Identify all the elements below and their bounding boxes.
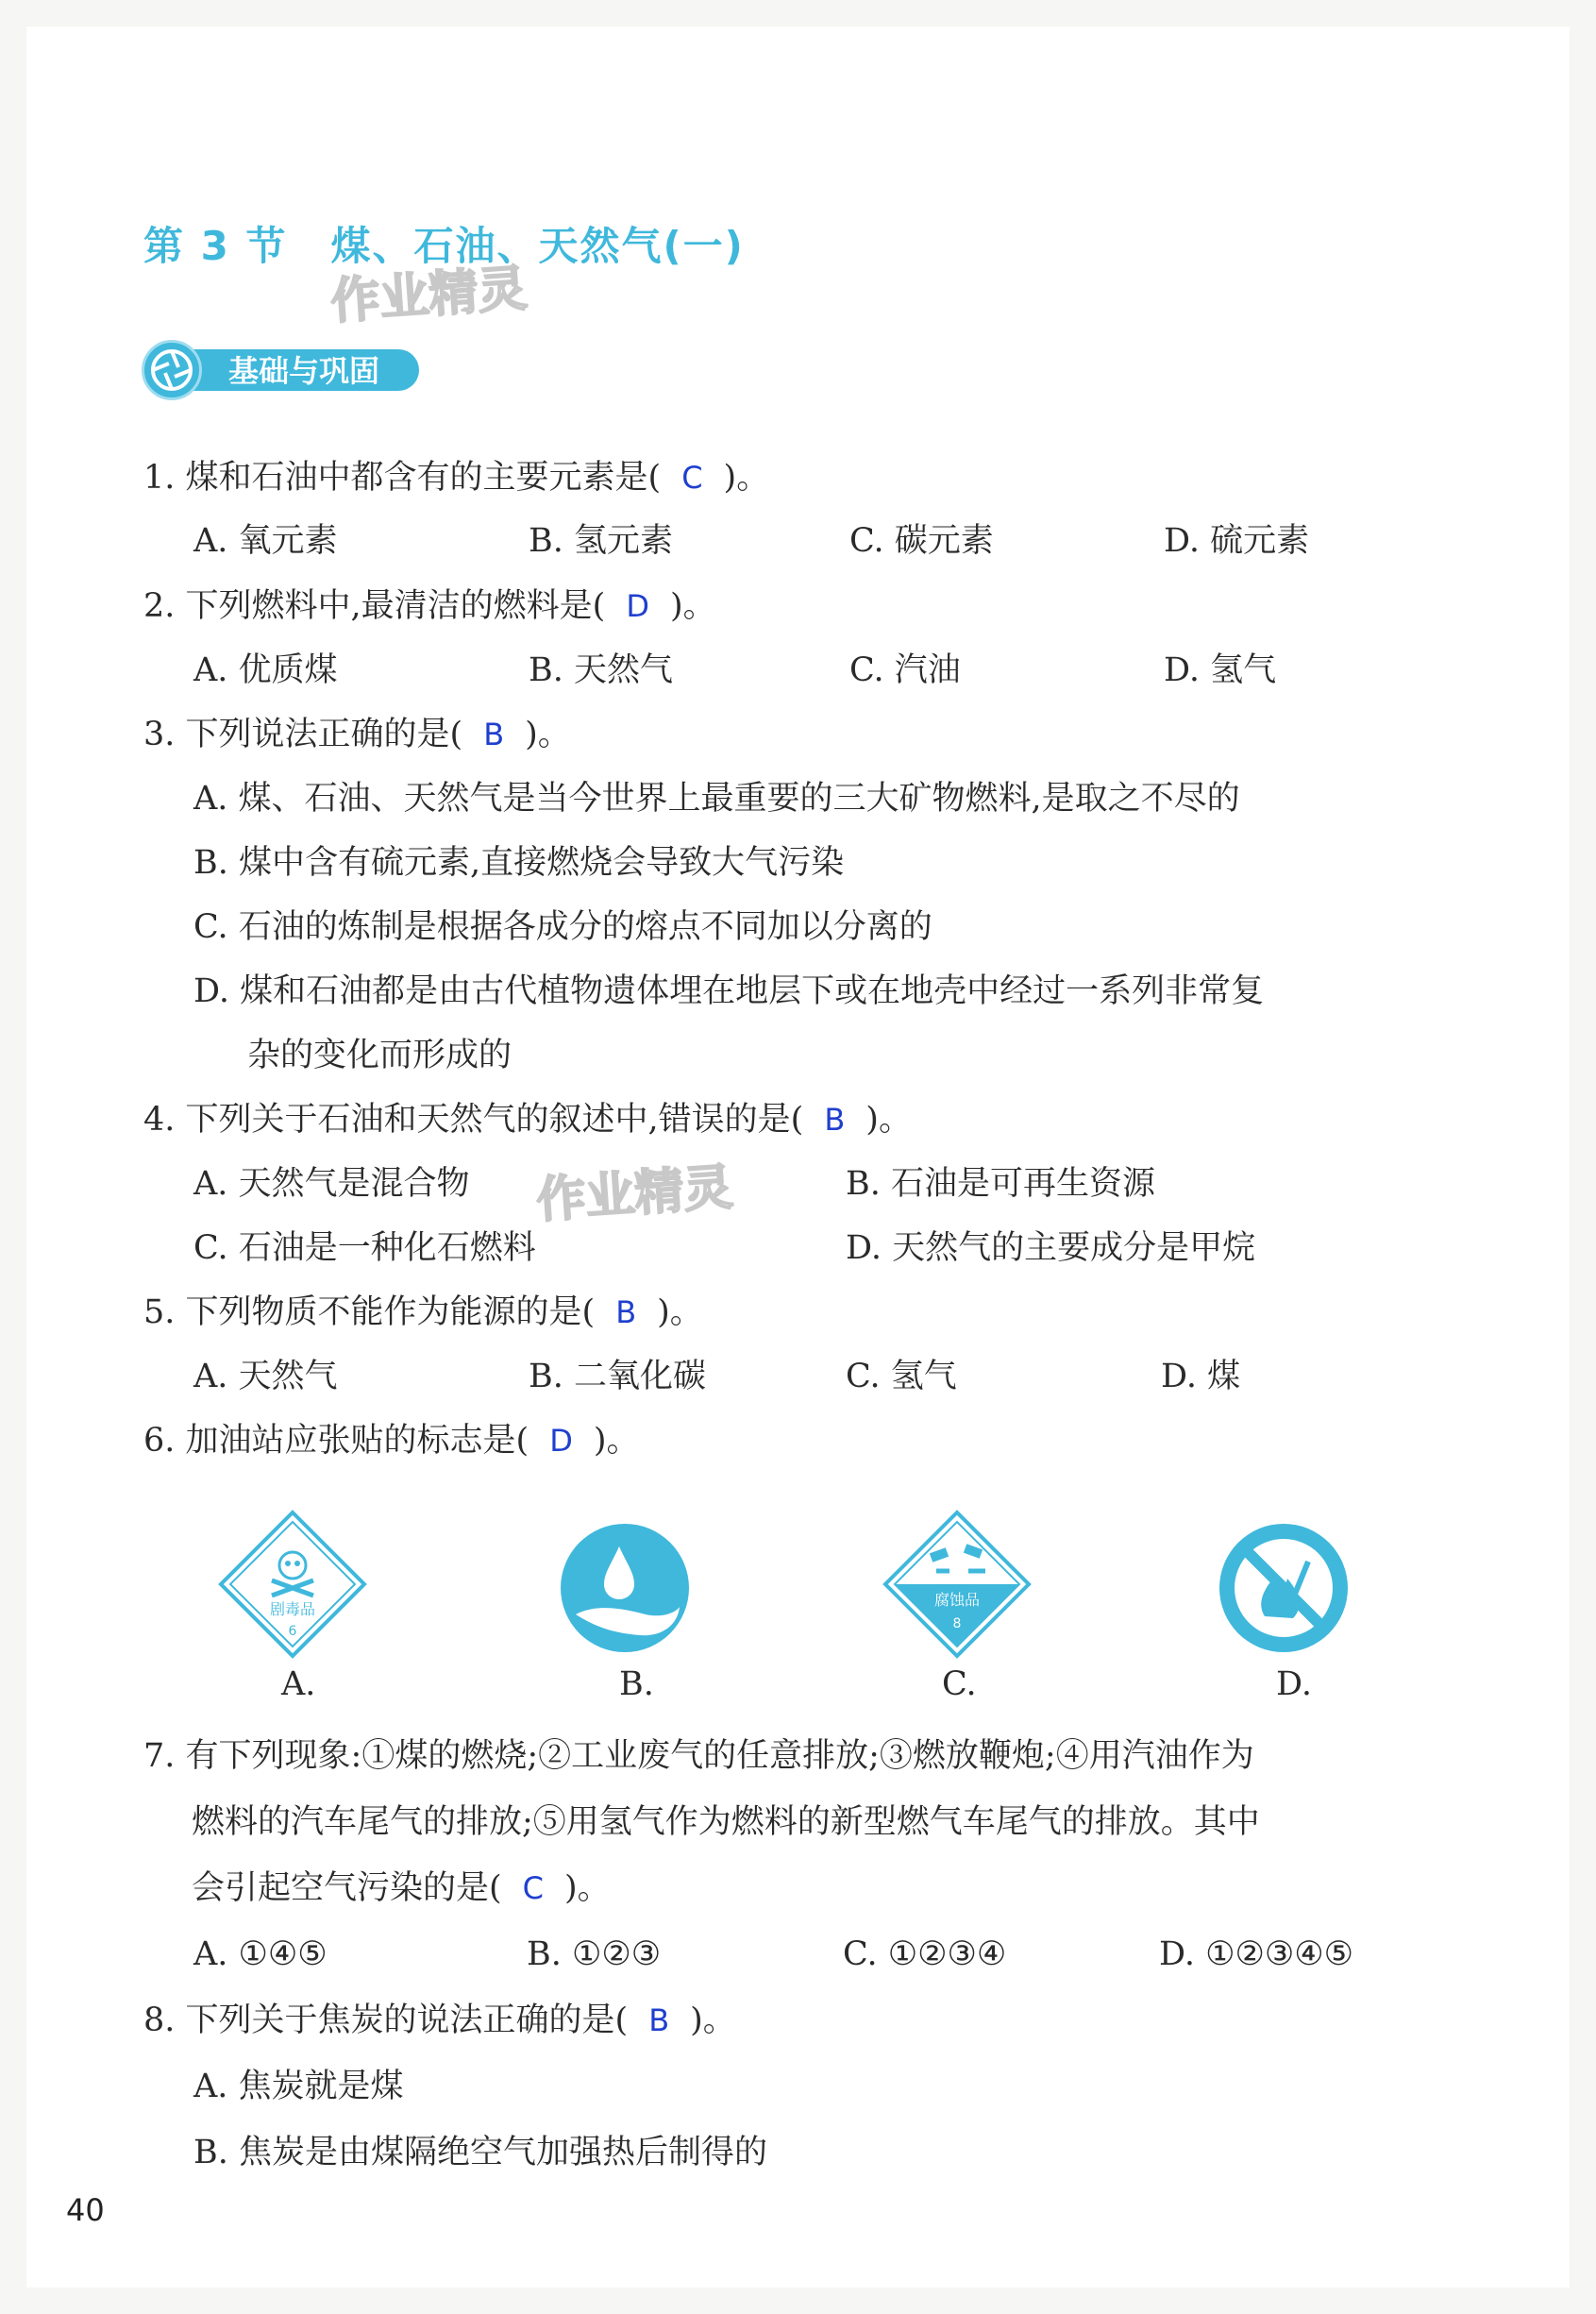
sign-option-label: B. bbox=[619, 1665, 654, 1703]
sign-label: 剧毒品 bbox=[269, 1600, 316, 1618]
option: B. 石油是可再生资源 bbox=[846, 1165, 1155, 1203]
option: A. 煤、石油、天然气是当今世界上最重要的三大矿物燃料,是取之不尽的 bbox=[193, 780, 1240, 818]
question-8: 8. 下列关于焦炭的说法正确的是( B )。 bbox=[143, 2002, 736, 2039]
option: D. 天然气的主要成分是甲烷 bbox=[846, 1229, 1256, 1267]
watermark: 作业精灵 bbox=[328, 260, 529, 331]
answer: B bbox=[824, 1102, 846, 1138]
option: A. ①④⑤ bbox=[193, 1935, 328, 1973]
sign-option-label: A. bbox=[281, 1665, 316, 1703]
answer: D bbox=[626, 588, 649, 624]
option: A. 氧元素 bbox=[193, 522, 338, 560]
option: C. 氢气 bbox=[846, 1358, 957, 1395]
option: D. 煤 bbox=[1161, 1358, 1241, 1395]
answer: B bbox=[615, 1294, 637, 1330]
sign-label: 腐蚀品 bbox=[933, 1591, 981, 1609]
badge-label: 基础与巩固 bbox=[228, 353, 380, 389]
option: B. 焦炭是由煤隔绝空气加强热后制得的 bbox=[193, 2134, 767, 2171]
option: D. 煤和石油都是由古代植物遗体埋在地层下或在地壳中经过一系列非常复 bbox=[193, 972, 1265, 1010]
question-7: 7. 有下列现象:①煤的燃烧;②工业废气的任意排放;③燃放鞭炮;④用汽油作为 bbox=[143, 1737, 1254, 1775]
section-badge bbox=[142, 340, 421, 400]
question-4: 4. 下列关于石油和天然气的叙述中,错误的是( B )。 bbox=[143, 1101, 912, 1139]
option-continuation: 杂的变化而形成的 bbox=[247, 1037, 512, 1074]
question-3: 3. 下列说法正确的是( B )。 bbox=[143, 716, 571, 753]
option: A. 天然气是混合物 bbox=[193, 1165, 470, 1203]
option: A. 天然气 bbox=[193, 1358, 338, 1395]
answer: B bbox=[648, 2002, 670, 2038]
option: C. 汽油 bbox=[849, 651, 961, 689]
sign-number: 8 bbox=[952, 1616, 962, 1631]
option: C. ①②③④ bbox=[843, 1935, 1007, 1973]
sign-option-label: C. bbox=[942, 1665, 977, 1703]
option: B. 氢元素 bbox=[529, 522, 673, 560]
option: D. ①②③④⑤ bbox=[1159, 1935, 1353, 1973]
watermark: 作业精灵 bbox=[534, 1158, 735, 1230]
option: D. 硫元素 bbox=[1164, 522, 1310, 560]
answer: B bbox=[483, 717, 505, 752]
question-1: 1. 煤和石油中都含有的主要元素是( C )。 bbox=[143, 459, 770, 497]
option: B. 天然气 bbox=[529, 651, 673, 689]
answer: D bbox=[549, 1423, 573, 1459]
option: C. 石油是一种化石燃料 bbox=[193, 1229, 536, 1267]
option: C. 碳元素 bbox=[849, 522, 994, 560]
toxic-sign bbox=[217, 1509, 368, 1660]
option: D. 氢气 bbox=[1164, 651, 1277, 689]
question-7-line: 燃料的汽车尾气的排放;⑤用氢气作为燃料的新型燃气车尾气的排放。其中 bbox=[192, 1803, 1260, 1841]
water-sign bbox=[559, 1522, 691, 1654]
answer: C bbox=[681, 460, 703, 496]
option: B. ①②③ bbox=[527, 1935, 662, 1973]
option: A. 焦炭就是煤 bbox=[193, 2068, 404, 2105]
page-number: 40 bbox=[66, 2192, 105, 2228]
sign-option-label: D. bbox=[1276, 1665, 1312, 1703]
question-6: 6. 加油站应张贴的标志是( D )。 bbox=[143, 1422, 640, 1460]
option: C. 石油的炼制是根据各成分的熔点不同加以分离的 bbox=[193, 908, 932, 946]
option: B. 二氧化碳 bbox=[529, 1358, 706, 1395]
answer: C bbox=[522, 1870, 544, 1906]
question-2: 2. 下列燃料中,最清洁的燃料是( D )。 bbox=[143, 587, 716, 625]
section-name: 煤、石油、天然气(一) bbox=[330, 223, 745, 269]
question-5: 5. 下列物质不能作为能源的是( B )。 bbox=[143, 1293, 703, 1331]
sign-number: 6 bbox=[288, 1624, 297, 1639]
option: B. 煤中含有硫元素,直接燃烧会导致大气污染 bbox=[193, 844, 845, 882]
aperture-icon bbox=[142, 340, 202, 400]
corrosive-sign bbox=[882, 1509, 1033, 1660]
no-fire-sign bbox=[1218, 1522, 1350, 1654]
option: A. 优质煤 bbox=[193, 651, 338, 689]
question-7-line: 会引起空气污染的是( C )。 bbox=[192, 1869, 611, 1907]
section-number: 第 3 节 bbox=[143, 223, 288, 269]
